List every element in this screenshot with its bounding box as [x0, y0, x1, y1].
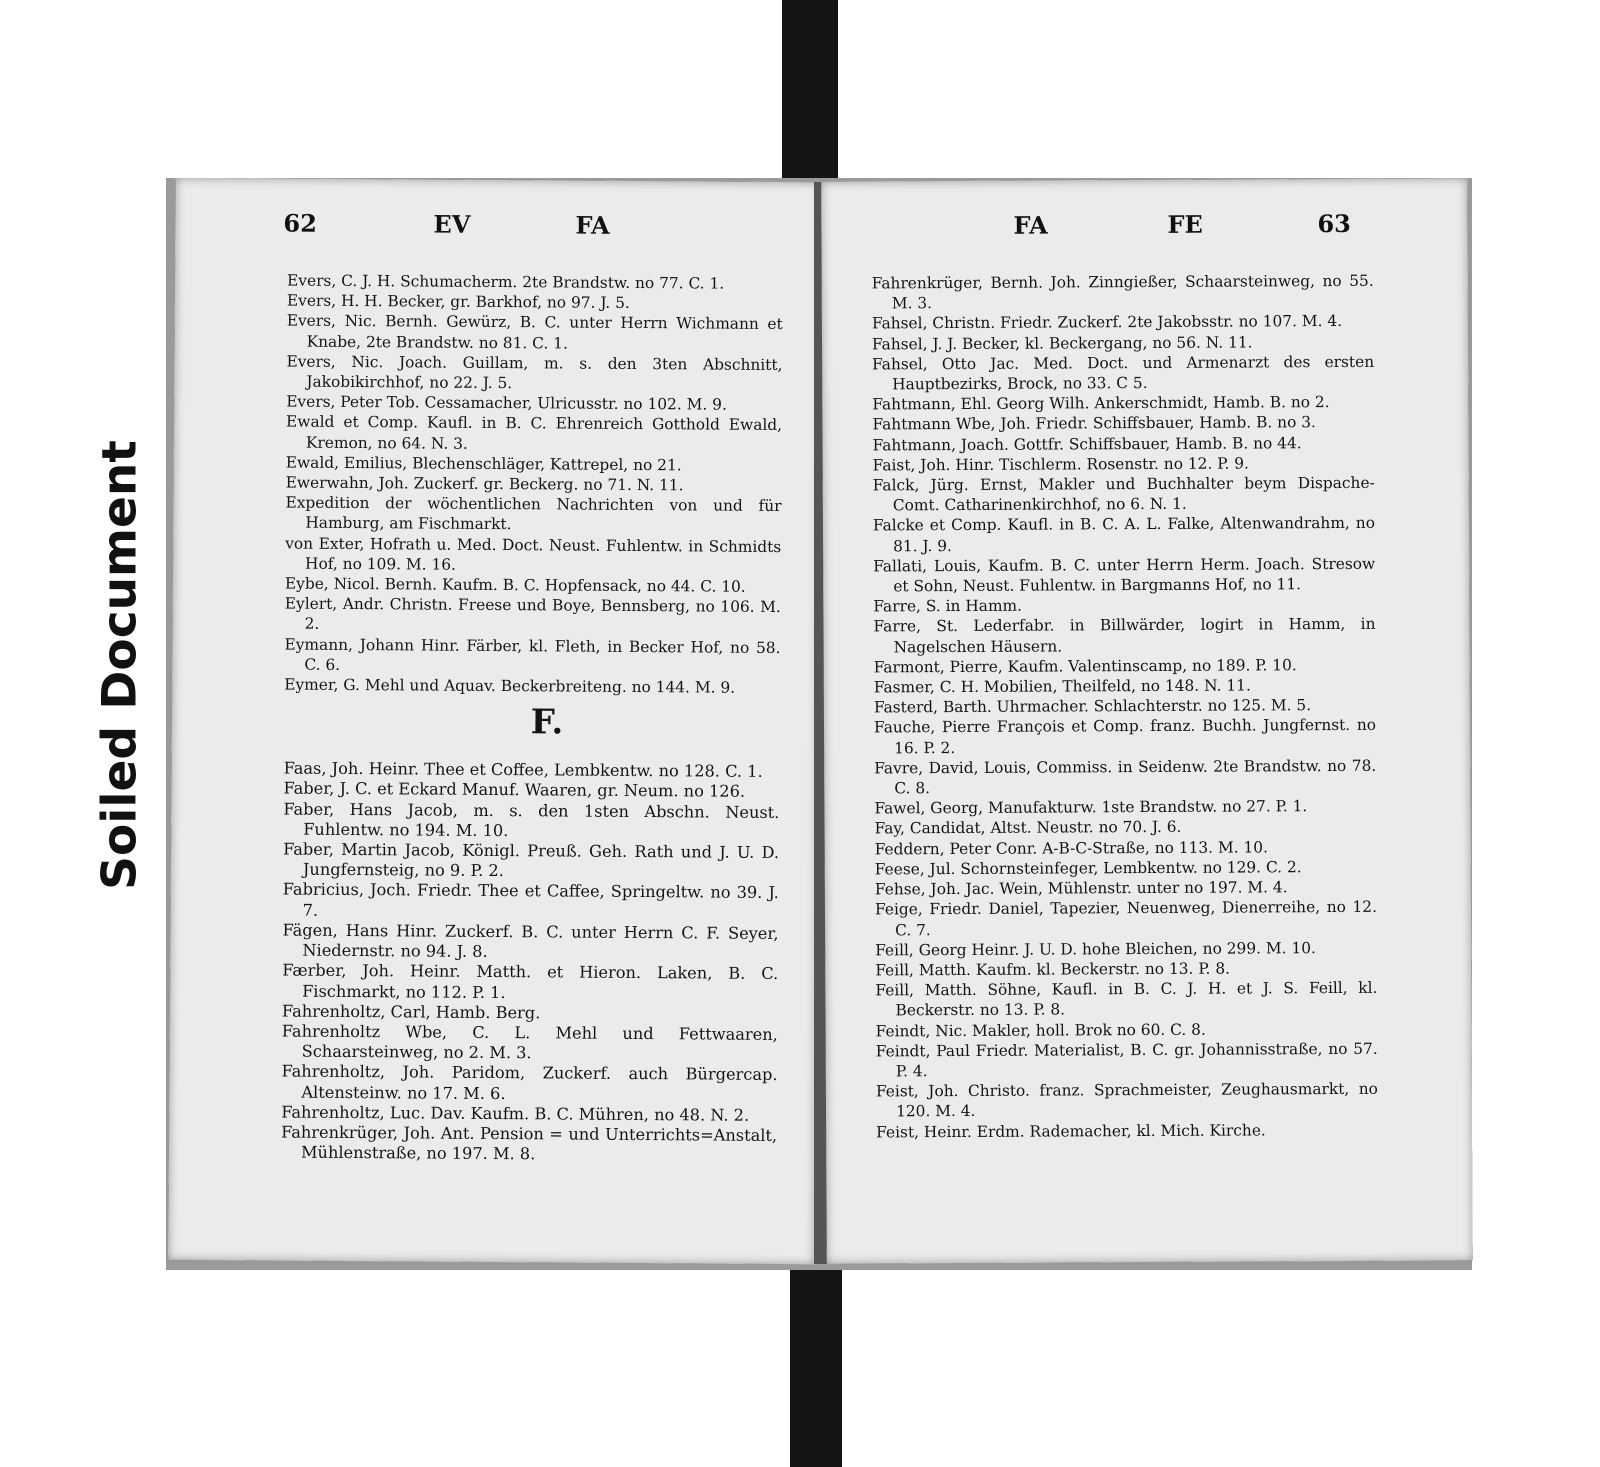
- binding-strap-top: [782, 0, 838, 186]
- directory-entry: Evers, Nic. Joach. Guillam, m. s. den 3ten Abschnitt, Jakobikirchhof, no 22. J. 5.: [286, 352, 783, 393]
- directory-entry: Fasmer, C. H. Mobilien, Theilfeld, no 148. N. 11.: [873, 676, 1251, 697]
- directory-entry: Evers, H. H. Becker, gr. Barkhof, no 97. J. 5.: [286, 291, 630, 313]
- directory-entry: von Exter, Hofrath u. Med. Doct. Neust. Fuhlentw. in Schmidts Hof, no 109. M. 16.: [285, 534, 782, 574]
- header-right: FA: [575, 210, 610, 240]
- directory-entry: Expedition der wöchentlichen Nachrichten von und für Hamburg, am Fischmarkt.: [285, 493, 782, 534]
- directory-entry: Farre, St. Lederfabr. in Billwärder, logirt in Hamm, in Nagelschen Häusern.: [873, 615, 1376, 656]
- directory-entry: Færber, Joh. Heinr. Matth. et Hieron. Laken, B. C. Fischmarkt, no 112. P. 1.: [282, 960, 779, 1002]
- soiled-document-stamp: [92, 415, 148, 915]
- right-page: [821, 178, 1473, 1263]
- directory-entry: Feist, Heinr. Erdm. Rademacher, kl. Mich. Kirche.: [876, 1120, 1266, 1141]
- directory-entry: Fägen, Hans Hinr. Zuckerf. B. C. unter Herrn C. F. Seyer, Niedernstr. no 94. J. 8.: [282, 920, 779, 962]
- directory-entry: Feddern, Peter Conr. A-B-C-Straße, no 113. M. 10.: [874, 838, 1269, 859]
- stamp-label: Soiled Document: [92, 440, 148, 890]
- directory-entry: Eylert, Andr. Christn. Freese und Boye, Bennsberg, no 106. M. 2.: [284, 594, 781, 634]
- directory-entry: Fauche, Pierre François et Comp. franz. Buchh. Jungfernst. no 16. P. 2.: [873, 716, 1377, 757]
- page-number: 62: [283, 208, 317, 238]
- page-number: 63: [1317, 208, 1351, 239]
- directory-entry: Eymann, Johann Hinr. Färber, kl. Fleth, in Becker Hof, no 58. C. 6.: [284, 635, 781, 674]
- directory-entry: Fahrenholtz, Joh. Paridom, Zuckerf. auch Bürgercap. Altensteinw. no 17. M. 6.: [281, 1061, 778, 1103]
- directory-entry: Fahrenholtz, Luc. Dav. Kaufm. B. C. Mühren, no 48. N. 2.: [281, 1102, 750, 1125]
- directory-entry: Favre, David, Louis, Commiss. in Seidenw. 2te Brandstw. no 78. C. 8.: [874, 756, 1377, 798]
- directory-entry: Falcke et Comp. Kaufl. in B. C. A. L. Falke, Altenwandrahm, no 81. J. 9.: [872, 514, 1376, 555]
- right-page-header: [821, 208, 1467, 251]
- entries-f: [281, 759, 780, 1167]
- directory-entry: Falck, Jürg. Ernst, Makler und Buchhalter beym Dispache-Comt. Catharinenkirchhof, no 6. N. 1.: [872, 473, 1375, 515]
- directory-entry: Fahrenkrüger, Bernh. Joh. Zinngießer, Schaarsteinweg, no 55. M. 3.: [871, 271, 1374, 313]
- left-entries: [281, 271, 783, 1167]
- header-right: FE: [1167, 209, 1203, 239]
- directory-entry: Fawel, Georg, Manufakturw. 1ste Brandstw. no 27. P. 1.: [874, 797, 1308, 818]
- directory-entry: Fasterd, Barth. Uhrmacher. Schlachterstr. no 125. M. 5.: [873, 696, 1312, 717]
- directory-entry: Feill, Matth. Söhne, Kaufl. in B. C. J. H. et J. S. Feill, kl. Beckerstr. no 13. P. 8.: [875, 978, 1378, 1020]
- directory-entry: Fahtmann, Joach. Gottfr. Schiffsbauer, Hamb. B. no 44.: [872, 433, 1302, 455]
- entries-e: [284, 271, 783, 699]
- directory-entry: Feindt, Nic. Makler, holl. Brok no 60. C. 8.: [875, 1020, 1206, 1040]
- directory-entry: Eymer, G. Mehl und Aquav. Beckerbreiteng. no 144. M. 9.: [284, 675, 736, 697]
- directory-entry: Feill, Matth. Kaufm. kl. Beckerstr. no 13. P. 8.: [875, 959, 1231, 980]
- directory-entry: Feese, Jul. Schornsteinfeger, Lembkentw. no 129. C. 2.: [874, 858, 1302, 879]
- directory-entry: Evers, Peter Tob. Cessamacher, Ulricusstr. no 102. M. 9.: [286, 392, 727, 414]
- directory-entry: Fahrenkrüger, Joh. Ant. Pension = und Unterrichts=Anstalt, Mühlenstraße, no 197. M. 8.: [281, 1122, 778, 1164]
- directory-entry: Farmont, Pierre, Kaufm. Valentinscamp, no 189. P. 10.: [873, 656, 1297, 677]
- directory-entry: Feige, Friedr. Daniel, Tapezier, Neuenweg, Dienerreihe, no 12. C. 7.: [874, 898, 1378, 939]
- directory-entry: Feindt, Paul Friedr. Materialist, B. C. gr. Johannisstraße, no 57. P. 4.: [875, 1039, 1378, 1081]
- directory-entry: Ewald et Comp. Kaufl. in B. C. Ehrenreich Gotthold Ewald, Kremon, no 64. N. 3.: [286, 412, 783, 453]
- directory-entry: Feill, Georg Heinr. J. U. D. hohe Bleichen, no 299. M. 10.: [875, 938, 1316, 960]
- directory-entry: Faas, Joh. Heinr. Thee et Coffee, Lembkentw. no 128. C. 1.: [283, 758, 763, 782]
- directory-entry: Eybe, Nicol. Bernh. Kaufm. B. C. Hopfensack, no 44. C. 10.: [284, 574, 746, 596]
- directory-entry: Ewerwahn, Joh. Zuckerf. gr. Beckerg. no 71. N. 11.: [285, 473, 684, 495]
- directory-entry: Fahrenholtz, Carl, Hamb. Berg.: [281, 1001, 541, 1023]
- directory-entry: Faist, Joh. Hinr. Tischlerm. Rosenstr. no 12. P. 9.: [872, 454, 1249, 475]
- directory-entry: Fahsel, Christn. Friedr. Zuckerf. 2te Jakobsstr. no 107. M. 4.: [871, 312, 1343, 333]
- directory-entry: Ewald, Emilius, Blechenschläger, Kattrepel, no 21.: [285, 453, 682, 475]
- directory-entry: Fahsel, Otto Jac. Med. Doct. und Armenarzt des ersten Hauptbezirks, Brock, no 33. C 5.: [872, 352, 1375, 394]
- directory-entry: Evers, Nic. Bernh. Gewürz, B. C. unter Herrn Wichmann et Knabe, 2te Brandstw. no 81. C. 1.: [286, 311, 783, 353]
- directory-entry: Faber, Hans Jacob, m. s. den 1sten Abschn. Neust. Fuhlentw. no 194. M. 10.: [283, 799, 780, 840]
- directory-entry: Fay, Candidat, Altst. Neustr. no 70. J. 6.: [874, 818, 1182, 838]
- right-entries: [872, 271, 1379, 1142]
- header-left: FA: [1013, 210, 1048, 240]
- directory-entry: Fahtmann, Ehl. Georg Wilh. Ankerschmidt, Hamb. B. no 2.: [872, 393, 1330, 414]
- directory-entry: Evers, C. J. H. Schumacherm. 2te Brandstw. no 77. C. 1.: [287, 271, 725, 293]
- directory-entry: Fahtmann Wbe, Joh. Friedr. Schiffsbauer, Hamb. B. no 3.: [872, 413, 1316, 434]
- header-left: EV: [433, 209, 471, 239]
- left-page-header: [175, 208, 821, 253]
- section-letter: F.: [530, 702, 564, 743]
- directory-entry: Fehse, Joh. Jac. Wein, Mühlenstr. unter no 197. M. 4.: [874, 878, 1288, 899]
- directory-entry: Faber, J. C. et Eckard Manuf. Waaren, gr. Neum. no 126.: [283, 778, 746, 802]
- directory-entry: Fahrenholtz Wbe, C. L. Mehl und Fettwaaren, Schaarsteinweg, no 2. M. 3.: [281, 1021, 778, 1063]
- left-page: [168, 178, 822, 1264]
- directory-entry: Fabricius, Joch. Friedr. Thee et Caffee, Springeltw. no 39. J. 7.: [282, 880, 779, 920]
- directory-entry: Fahsel, J. J. Becker, kl. Beckergang, no 56. N. 11.: [871, 333, 1253, 354]
- binding-strap-bottom: [790, 1248, 842, 1467]
- directory-entry: Faber, Martin Jacob, Königl. Preuß. Geh. Rath und J. U. D. Jungfernsteig, no 9. P. 2.: [283, 839, 780, 881]
- directory-entry: Fallati, Louis, Kaufm. B. C. unter Herrn Herm. Joach. Stresow et Sohn, Neust. Fuhlentw. in Bargmanns Hof, no 11.: [873, 554, 1376, 596]
- directory-entry: Feist, Joh. Christo. franz. Sprachmeister, Zeughausmarkt, no 120. M. 4.: [875, 1079, 1378, 1121]
- directory-entry: Farre, S. in Hamm.: [873, 596, 1023, 616]
